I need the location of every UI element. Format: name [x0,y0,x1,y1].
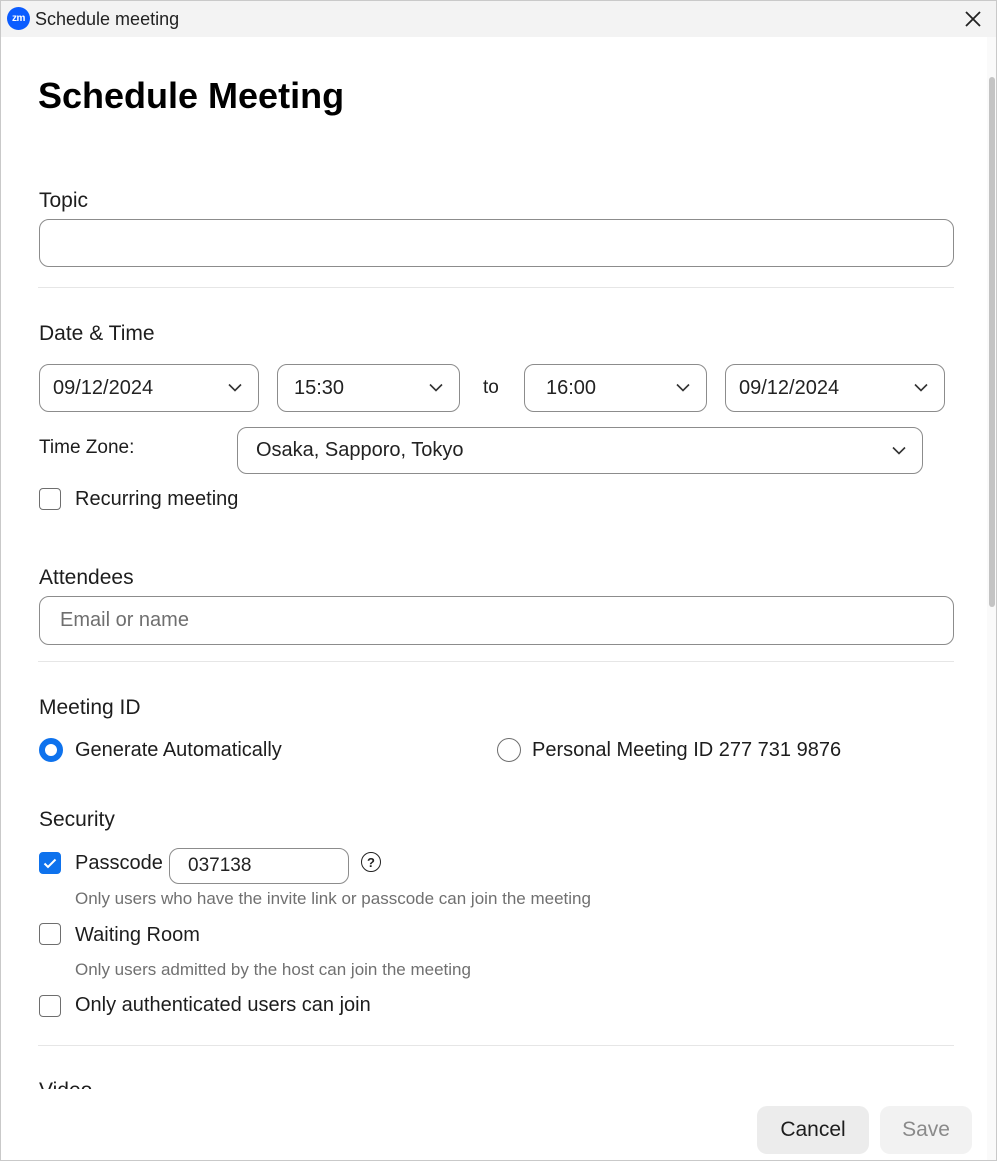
footer-bar [1,1089,987,1160]
help-icon-glyph: ? [367,854,375,870]
end-time-value: 16:00 [546,376,597,399]
personal-meeting-id-radio[interactable] [497,738,521,762]
form-content [1,37,987,1160]
topic-input[interactable] [39,219,954,267]
end-date-select[interactable] [725,364,945,412]
end-date-value: 09/12/2024 [739,376,840,399]
start-time-select[interactable] [277,364,460,412]
recurring-meeting-checkbox[interactable] [39,488,61,510]
divider [38,661,954,662]
start-date-value: 09/12/2024 [53,376,154,399]
waiting-room-label: Waiting Room [75,924,200,946]
divider [38,1045,954,1046]
start-date-select[interactable] [39,364,259,412]
authenticated-users-checkbox[interactable] [39,995,61,1017]
waiting-room-hint: Only users admitted by the host can join the meeting [75,960,471,979]
timezone-select[interactable] [237,427,923,474]
chevron-down-icon [676,384,690,393]
personal-meeting-id-label: Personal Meeting ID 277 731 9876 [532,739,842,761]
close-icon [964,10,982,28]
security-label: Security [39,808,115,831]
to-label: to [483,377,499,398]
chevron-down-icon [429,384,443,393]
scrollbar[interactable] [987,37,996,1160]
passcode-input[interactable] [169,848,349,884]
video-section-clip [1,1067,987,1089]
passcode-label: Passcode [75,852,163,874]
authenticated-users-label: Only authenticated users can join [75,994,371,1016]
save-button[interactable]: Save [880,1106,972,1154]
attendees-input[interactable] [39,596,954,645]
date-time-label: Date & Time [39,322,155,345]
divider [38,287,954,288]
timezone-value: Osaka, Sapporo, Tokyo [256,439,464,461]
window-title: Schedule meeting [35,9,180,29]
zoom-app-icon [7,7,30,30]
start-time-value: 15:30 [294,376,345,399]
recurring-meeting-label: Recurring meeting [75,488,239,510]
page-title: Schedule Meeting [38,75,345,116]
end-time-select[interactable] [524,364,707,412]
close-window-button[interactable] [958,4,988,34]
cancel-button[interactable]: Cancel [757,1106,869,1154]
generate-automatically-label: Generate Automatically [75,739,282,761]
title-bar [1,1,996,37]
checkmark-icon [43,858,57,869]
chevron-down-icon [892,446,906,455]
chevron-down-icon [914,384,928,393]
app-icon-text: zm [12,13,25,24]
generate-automatically-radio[interactable] [39,738,63,762]
scrollbar-thumb[interactable] [989,77,995,607]
help-icon[interactable] [361,852,381,872]
passcode-hint: Only users who have the invite link or passcode can join the meeting [75,889,591,908]
waiting-room-checkbox[interactable] [39,923,61,945]
timezone-label: Time Zone: [39,437,135,458]
attendees-label: Attendees [39,566,134,589]
topic-label: Topic [39,189,89,212]
meeting-id-label: Meeting ID [39,696,141,719]
passcode-checkbox[interactable] [39,852,61,874]
chevron-down-icon [228,384,242,393]
